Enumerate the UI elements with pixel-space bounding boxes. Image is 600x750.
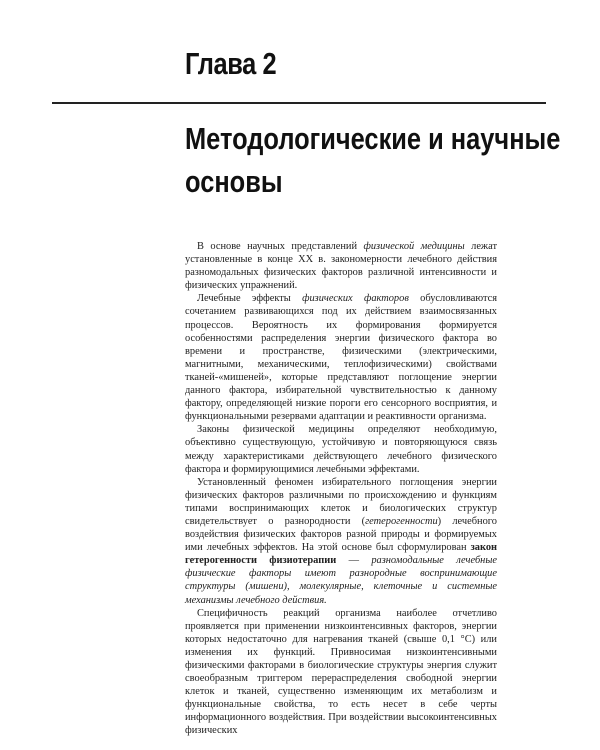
chapter-number: Глава 2 bbox=[185, 46, 277, 81]
italic-term: физических факторов bbox=[302, 293, 409, 305]
paragraph: Законы физической медицины определяют необходимую, объективно существующую, устойчивую и повторяющуюся связь между характеристиками действующего лечебного физического фактора и формирующимися лечебными эффектами. bbox=[185, 424, 497, 475]
header-rule bbox=[52, 102, 546, 104]
italic-term: физической медицины bbox=[363, 241, 465, 252]
paragraph: В основе научных представлений физической медицины лежат установленные в конце XX в. закономерности лечебного действия разномодальных физических факторов различной интенсивности и физических упражнений. bbox=[185, 241, 497, 292]
italic-law-definition: разномодальные лечебные физические факторы имеют разнородные воспринимающие структуры (мишени), молекулярные, клеточные и системные механизмы лечебного действия. bbox=[185, 555, 497, 606]
paragraph: Специфичность реакций организма наиболее отчетливо проявляется при применении низкоинтенсивных факторов, энергии которых недостаточно для нагревания тканей (свыше 0,1 °С) или изменения их функций. Привносимая низкоинтенсивными физическими факторами в биологические структуры энергия служит своеобразным триггером перераспределения свободной энергии клеток и тканей, существенно изменяющим их метаболизм и функциональные свойства, то есть несет в себе черты информационного воздействия. При воздействии высокоинтенсивных физических bbox=[185, 607, 497, 737]
bold-law-name: закон гетерогенности физиотерапии bbox=[185, 542, 497, 567]
chapter-title: Методологические и научные основы bbox=[185, 121, 561, 199]
italic-term: гетерогенности bbox=[365, 515, 438, 527]
paragraph: Установленный феномен избирательного поглощения энергии физических факторов различными по происхождению и функциям типами воспринимающих клеток и биологических структур свидетельствует о разнородности (гетерогенности) лечебного воздействия физических факторов разной природы и формируемых ими лечебных эффектов. На этой основе был сформулирован закон гетерогенности физиотерапии — разномодальные лечебные физические факторы имеют разнородные воспринимающие структуры (мишени), молекулярные, клеточные и системные механизмы лечебного действия. bbox=[185, 476, 497, 606]
paragraph: Лечебные эффекты физических факторов обусловливаются сочетанием развивающихся под их действием взаимосвязанных процессов. Вероятность их формирования формируется особенностями распределения энергии физического фактора во времени и пространстве, физическими (электрическими, магнитными, механическими, теплофизическими) свойствами тканей-«мишеней», которые представляют поглощение энергии данного фактора, избирательной чувствительностью к данному фактору, определяющей низкие пороги его сенсорного восприятия, и функциональными резервами адаптации и реактивности организма. bbox=[185, 293, 498, 423]
body-text bbox=[185, 240, 497, 738]
